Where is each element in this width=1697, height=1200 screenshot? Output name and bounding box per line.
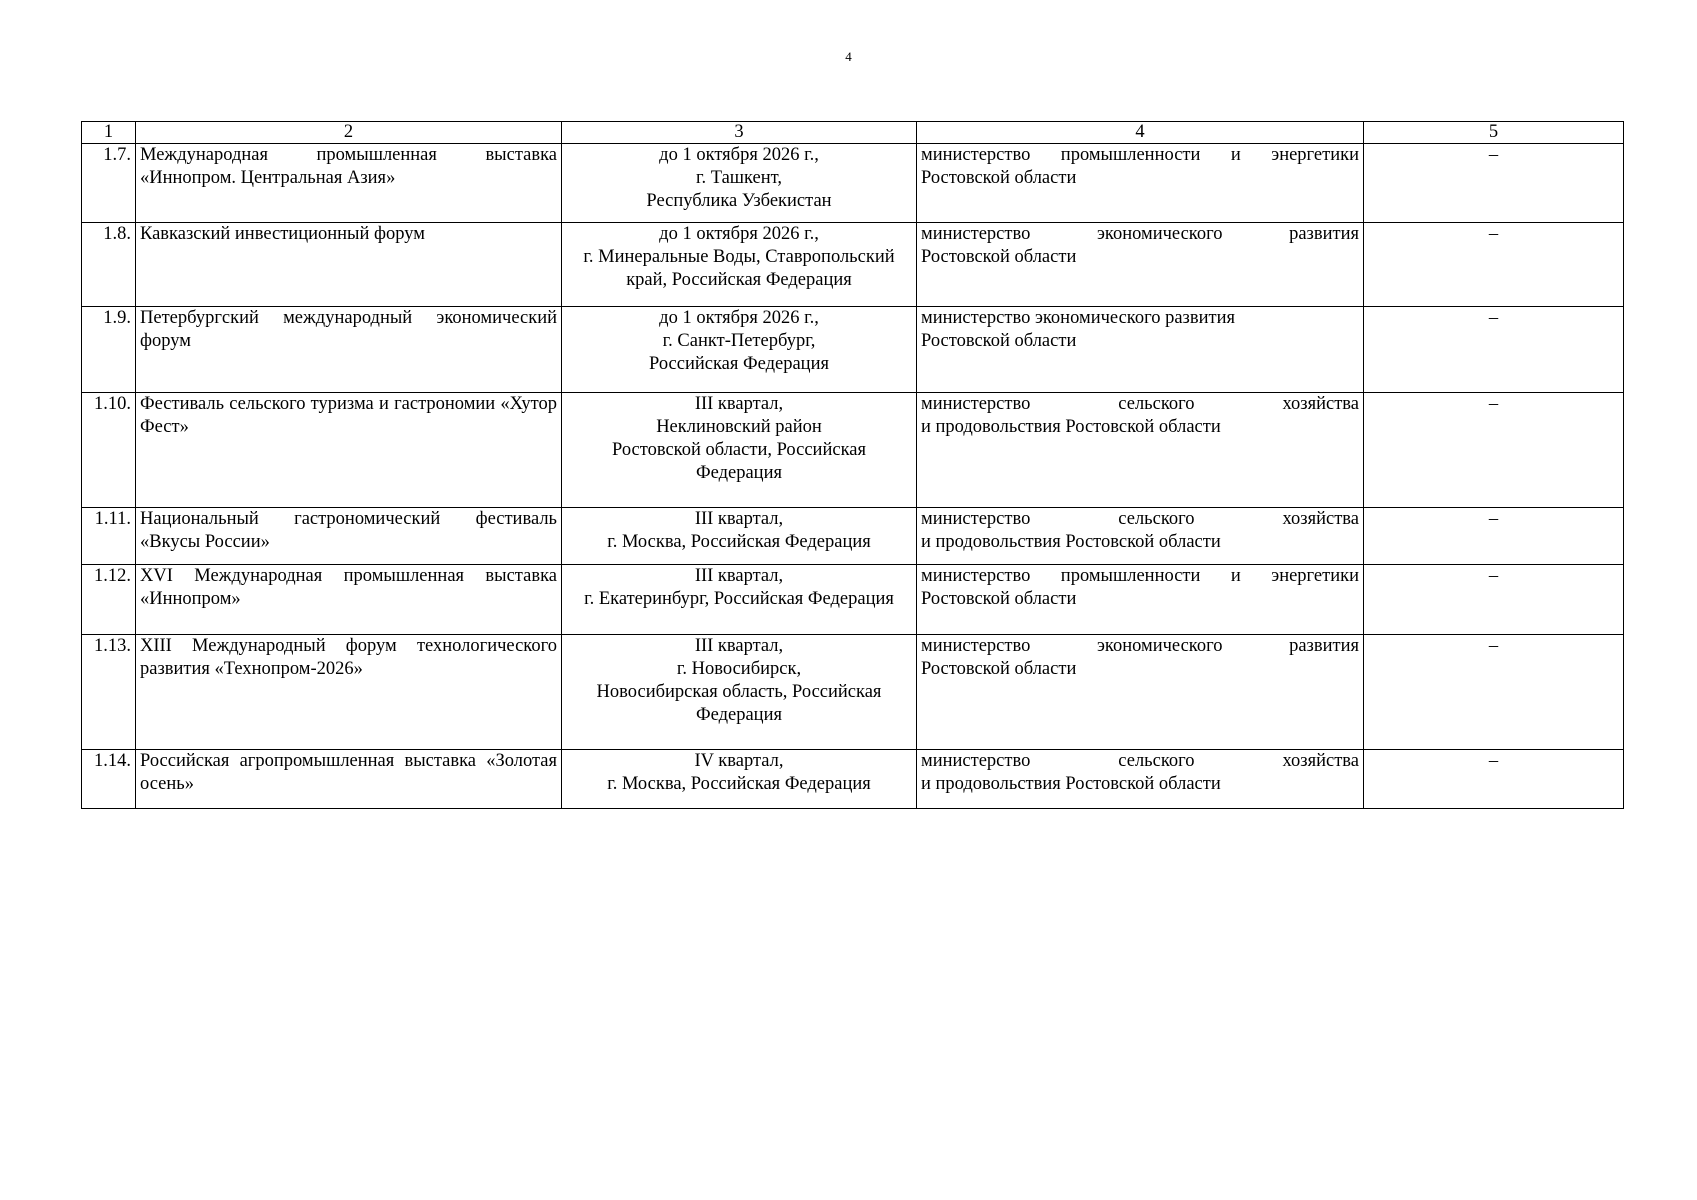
event-name: Фестиваль сельского туризма и гастрономии «Хутор Фест» — [136, 393, 562, 508]
row-number: 1.12. — [82, 565, 136, 635]
row-number: 1.8. — [82, 223, 136, 307]
event-name: Национальный гастрономический фестиваль «Вкусы России» — [136, 508, 562, 565]
note-cell: – — [1364, 307, 1624, 393]
event-date-place: до 1 октября 2026 г., г. Санкт-Петербург, Российская Федерация — [562, 307, 917, 393]
row-number: 1.7. — [82, 144, 136, 223]
note-cell: – — [1364, 750, 1624, 809]
row-number: 1.11. — [82, 508, 136, 565]
note-cell: – — [1364, 565, 1624, 635]
responsible-org: министерство экономического развития Ростовской области — [917, 223, 1364, 307]
table-header-row — [82, 122, 1624, 144]
column-header-2: 2 — [136, 122, 562, 144]
note-cell: – — [1364, 144, 1624, 223]
responsible-org: министерство экономического развития Ростовской области — [917, 635, 1364, 750]
table-row — [82, 635, 1624, 750]
event-date-place: III квартал, Неклиновский район Ростовской области, Российская Федерация — [562, 393, 917, 508]
event-name: Российская агропромышленная выставка «Золотая осень» — [136, 750, 562, 809]
column-header-3: 3 — [562, 122, 917, 144]
event-name: Кавказский инвестиционный форум — [136, 223, 562, 307]
table-row — [82, 307, 1624, 393]
table-row — [82, 750, 1624, 809]
page-number: 4 — [845, 49, 852, 64]
event-date-place: III квартал, г. Москва, Российская Федерация — [562, 508, 917, 565]
responsible-org: министерство сельского хозяйства и продовольствия Ростовской области — [917, 750, 1364, 809]
row-number: 1.14. — [82, 750, 136, 809]
table-row — [82, 223, 1624, 307]
responsible-org: министерство сельского хозяйства и продовольствия Ростовской области — [917, 393, 1364, 508]
table-row — [82, 565, 1624, 635]
table-row — [82, 393, 1624, 508]
row-number: 1.9. — [82, 307, 136, 393]
event-name: Международная промышленная выставка «Иннопром. Центральная Азия» — [136, 144, 562, 223]
column-header-1: 1 — [82, 122, 136, 144]
table-row — [82, 144, 1624, 223]
responsible-org: министерство экономического развития Ростовской области — [917, 307, 1364, 393]
event-date-place: до 1 октября 2026 г., г. Ташкент, Республика Узбекистан — [562, 144, 917, 223]
note-cell: – — [1364, 223, 1624, 307]
note-cell: – — [1364, 508, 1624, 565]
event-date-place: III квартал, г. Екатеринбург, Российская Федерация — [562, 565, 917, 635]
note-cell: – — [1364, 635, 1624, 750]
note-cell: – — [1364, 393, 1624, 508]
table-row — [82, 508, 1624, 565]
event-name: XIII Международный форум технологического развития «Технопром-2026» — [136, 635, 562, 750]
event-date-place: IV квартал, г. Москва, Российская Федерация — [562, 750, 917, 809]
events-table — [81, 121, 1624, 809]
event-name: XVI Международная промышленная выставка «Иннопром» — [136, 565, 562, 635]
responsible-org: министерство промышленности и энергетики Ростовской области — [917, 565, 1364, 635]
row-number: 1.13. — [82, 635, 136, 750]
responsible-org: министерство сельского хозяйства и продовольствия Ростовской области — [917, 508, 1364, 565]
event-date-place: III квартал, г. Новосибирск, Новосибирская область, Российская Федерация — [562, 635, 917, 750]
column-header-4: 4 — [917, 122, 1364, 144]
event-date-place: до 1 октября 2026 г., г. Минеральные Воды, Ставропольский край, Российская Федерация — [562, 223, 917, 307]
responsible-org: министерство промышленности и энергетики Ростовской области — [917, 144, 1364, 223]
event-name: Петербургский международный экономический форум — [136, 307, 562, 393]
row-number: 1.10. — [82, 393, 136, 508]
column-header-5: 5 — [1364, 122, 1624, 144]
